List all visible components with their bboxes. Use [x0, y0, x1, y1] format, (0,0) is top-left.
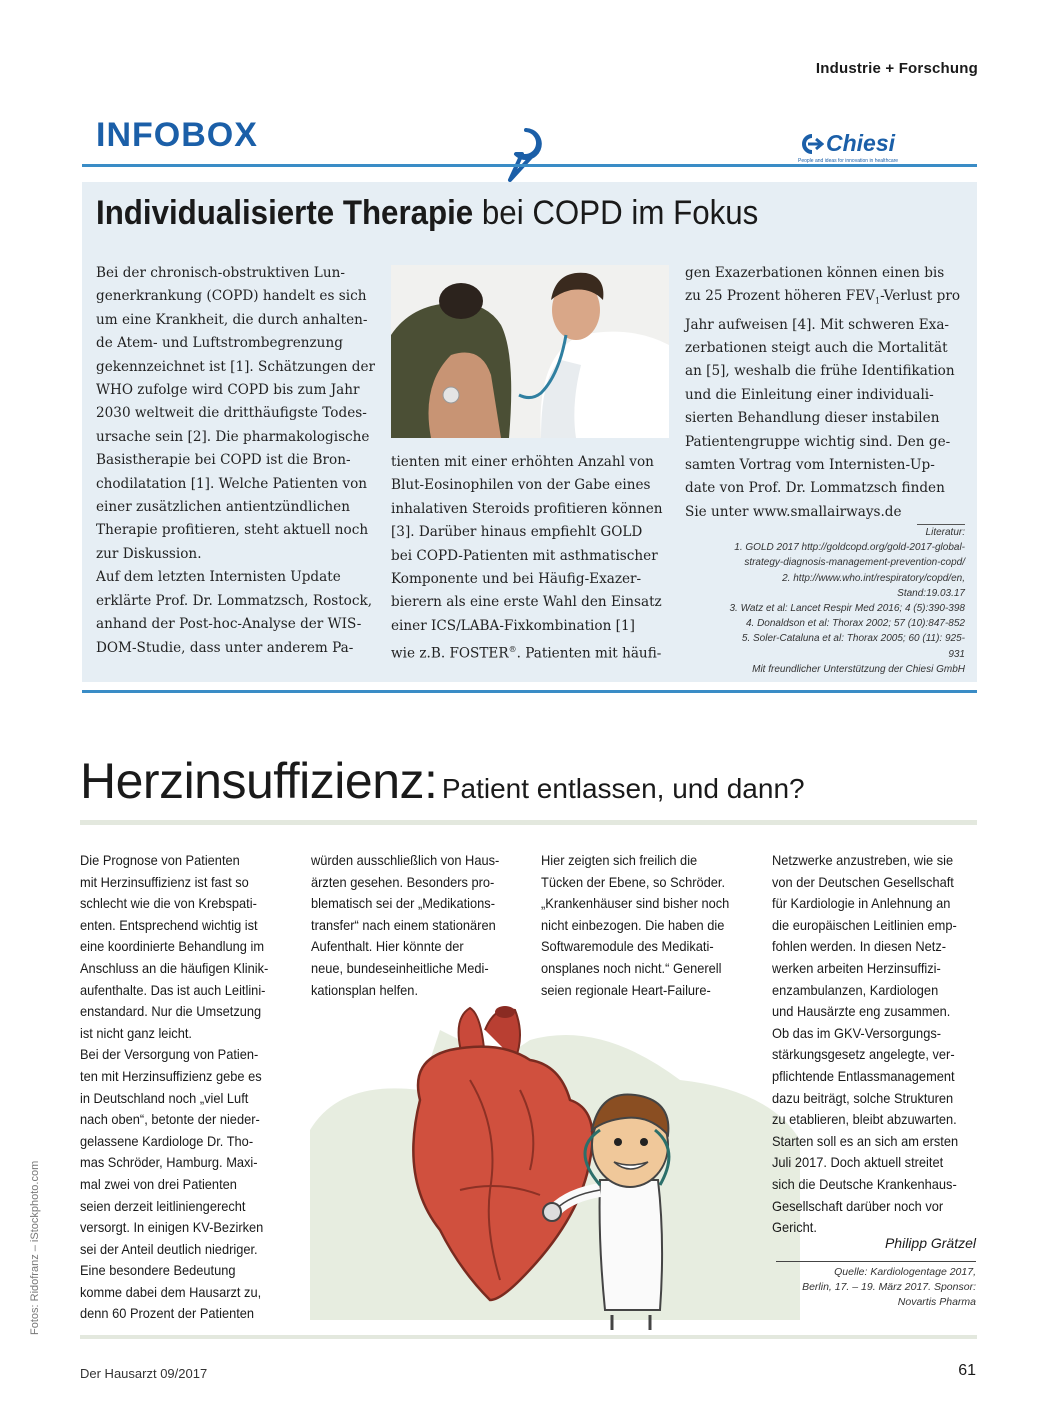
text-line: einer ICS/LABA-Fixkombination [1] [391, 617, 635, 634]
text-line: kationsplan helfen. [311, 982, 419, 998]
text-line: 3. Watz et al: Lancet Respir Med 2016; 4 (5):390-398 [729, 603, 965, 615]
text-line: inhalativen Steroids profitieren können [391, 500, 663, 517]
text-line: Auf dem letzten Internisten Update [96, 569, 341, 586]
infobox-headline [96, 194, 758, 233]
text-line: zu 25 Prozent höheren $FEV_1$-Verlust pro [685, 288, 961, 307]
text-line: Netzwerke anzustreben, wie sie [772, 853, 954, 868]
text-line: sierten Behandlung dieser instabilen [685, 410, 940, 427]
text-line: Gesellschaft darüber noch vor [772, 1198, 944, 1214]
article-title [80, 752, 805, 810]
text-line: tienten mit einer erhöhten Anzahl von [391, 454, 654, 470]
text-line: Softwaremodule des Medikati- [541, 939, 714, 955]
text-line: Literatur: [925, 527, 965, 538]
text-line: Stand:19.03.17 [897, 587, 965, 599]
text-line: Basistherapie bei COPD ist die Bron- [96, 452, 351, 469]
text-line: onsplanes noch nicht.“ Generell [541, 960, 722, 976]
text-line: komme dabei dem Hausarzt zu, [80, 1284, 262, 1300]
article-subtitle: Patient entlassen, und dann? [441, 773, 805, 804]
text-line: Patientengruppe wichtig sind. Den ge- [685, 433, 951, 450]
text-line: gen Exazerbationen können einen bis [685, 265, 945, 281]
text-line: pflichtende Entlassmanagement [772, 1068, 955, 1084]
section-label: Industrie + Forschung [815, 60, 978, 77]
text-line: enstandard. Nur die Umsetzung [80, 1004, 262, 1020]
text-line: bierern als eine erste Wahl den Einsatz [391, 594, 662, 611]
text-line: 1. GOLD 2017 http://goldcopd.org/gold-2017-global- [734, 542, 965, 554]
infobox-bottom-rule [82, 690, 977, 693]
lightning-bolt-icon [502, 126, 548, 184]
text-line: „Krankenhäuser sind bisher noch [541, 896, 730, 912]
doctor-patient-photo [391, 265, 669, 438]
text-line: erklärte Prof. Dr. Lommatzsch, Rostock, [96, 592, 373, 609]
text-line: sich die Deutsche Krankenhaus- [772, 1176, 957, 1192]
references [682, 524, 965, 677]
text-line: Bei der Versorgung von Patien- [80, 1047, 259, 1063]
text-line: und Hausärzte eng zusammen. [772, 1004, 951, 1020]
text-line: Novartis Pharma [897, 1296, 976, 1308]
article-bottom-rule [80, 1335, 977, 1339]
headline-bold: Individualisierte Therapie [96, 194, 474, 232]
text-line: nicht einbezogen. Die haben die [541, 917, 725, 933]
infobox-label: INFOBOX [96, 116, 258, 154]
article-column-4 [772, 850, 958, 1239]
text-line: würden ausschließlich von Haus- [311, 853, 500, 868]
text-line: wie z.B. FOSTER®. Patienten mit häufi- [391, 645, 662, 662]
chiesi-logo [798, 132, 918, 168]
text-line: in Deutschland noch „viel Luft [80, 1090, 249, 1106]
text-line: zu etablieren, bleibt abzuwarten. [772, 1112, 957, 1128]
text-line: fohlen werden. In diesen Netz- [772, 939, 947, 955]
infobox-top-rule [82, 164, 977, 167]
text-line: enzambulanzen, Kardiologen [772, 982, 939, 998]
text-line: zerbationen steigt auch die Mortalität [685, 339, 948, 356]
text-line: anhand der Post-hoc-Analyse der WIS- [96, 616, 362, 633]
headline-rest: bei COPD im Fokus [473, 194, 759, 232]
text-line: denn 60 Prozent der Patienten [80, 1306, 255, 1322]
article-author: Philipp Grätzel [884, 1235, 976, 1251]
heart-doctor-illustration [300, 990, 800, 1335]
text-line: 2030 weltweit die dritthäufigste Todes- [96, 405, 367, 422]
text-line: schlecht wie die von Krebspati- [80, 896, 257, 912]
photo-credit: Fotos: Ridofranz – iStockphoto.com [29, 1160, 41, 1335]
article-column-2 [311, 850, 499, 1001]
text-line: Die Prognose von Patienten [80, 853, 240, 868]
text-line: Eine besondere Bedeutung [80, 1263, 236, 1279]
text-line: Anschluss an die häufigen Klinik- [80, 960, 269, 976]
article-column-1 [80, 850, 268, 1325]
photo-illustration [391, 265, 669, 438]
text-line: mit Herzinsuffizienz ist fast so [80, 874, 249, 890]
text-line: Berlin, 17. – 19. März 2017. Sponsor: [802, 1281, 976, 1293]
text-line: für Kardiologie in Anlehnung an [772, 896, 951, 912]
page-number: 61 [958, 1362, 976, 1379]
text-line: eine koordinierte Behandlung im [80, 939, 265, 955]
text-line: gelassene Kardiologe Dr. Tho- [80, 1133, 254, 1149]
footer-publication: Der Hausarzt 09/2017 [80, 1366, 208, 1381]
text-line: Aufenthalt. Hier könnte der [311, 939, 464, 955]
article-title-rule [80, 820, 977, 825]
article-source [776, 1261, 976, 1310]
text-line: chodilatation [1]. Welche Patienten von [96, 475, 368, 492]
text-line: ursache sein [2]. Die pharmakologische [96, 428, 370, 445]
text-line: Gericht. [772, 1220, 817, 1236]
text-line: Juli 2017. Doch aktuell streitet [772, 1155, 944, 1171]
text-line: 2. http://www.who.int/respiratory/copd/en, [782, 572, 965, 584]
text-line: 5. Soler-Cataluna et al: Thorax 2005; 60 (11): 925- [741, 633, 965, 645]
text-line: [3]. Darüber hinaus empfiehlt GOLD [391, 524, 643, 541]
text-line: bei COPD-Patienten mit asthmatischer [391, 547, 658, 564]
text-line: ist nicht ganz leicht. [80, 1025, 192, 1041]
text-line: seien regionale Heart-Failure- [541, 982, 711, 998]
text-line: 931 [948, 648, 965, 660]
text-line: mal zwei von drei Patienten [80, 1176, 237, 1192]
text-line: Starten soll es an sich am ersten [772, 1133, 959, 1149]
infobox-column-1 [96, 262, 375, 660]
text-line: generkrankung (COPD) handelt es sich [96, 288, 367, 305]
text-line: neue, bundeseinheitliche Medi- [311, 960, 489, 976]
text-line: Quelle: Kardiologentage 2017, [834, 1266, 976, 1278]
chiesi-logo-icon [798, 134, 824, 154]
text-line: die europäischen Leitlinien emp- [772, 917, 957, 933]
logo-tagline: People and ideas for innovation in healthcare [798, 158, 899, 164]
text-line: ten mit Herzinsuffizienz gebe es [80, 1068, 262, 1084]
infobox-column-2 [391, 451, 663, 666]
text-line: samten Vortrag vom Internisten-Up- [685, 456, 935, 473]
text-line: enten. Entsprechend wichtig ist [80, 917, 258, 933]
text-line: um eine Krankheit, die durch anhalten- [96, 311, 368, 328]
text-line: DOM-Studie, dass unter anderem Pa- [96, 639, 354, 656]
text-line: Therapie profitieren, steht aktuell noch [96, 522, 369, 539]
text-line: ärzten gesehen. Besonders pro- [311, 874, 495, 890]
text-line: de Atem- und Luftstrombegrenzung [96, 335, 343, 352]
text-line: versorgt. In einigen KV-Bezirken [80, 1220, 264, 1236]
text-line: WHO zufolge wird COPD bis zum Jahr [96, 382, 360, 399]
text-line: von der Deutschen Gesellschaft [772, 874, 954, 890]
article-column-3 [541, 850, 729, 1001]
text-line: aufenthalte. Das ist auch Leitlini- [80, 982, 266, 998]
text-line: transfer“ nach einem stationären [311, 917, 496, 933]
article-title-main: Herzinsuffizienz: [80, 753, 438, 809]
text-line: strategy-diagnosis-management-prevention-copd/ [744, 557, 965, 569]
text-line: sei der Anteil deutlich niedriger. [80, 1241, 258, 1257]
text-line: gekennzeichnet ist [1]. Schätzungen der [96, 358, 376, 375]
text-line: Tücken der Ebene, so Schröder. [541, 874, 726, 890]
text-line: Komponente und bei Häufig-Exazer- [391, 571, 642, 588]
text-line: und die Einleitung einer individuali- [685, 386, 934, 403]
logo-name: Chiesi [826, 130, 896, 156]
text-line: nach oben“, betonte der nieder- [80, 1112, 260, 1128]
text-line: 4. Donaldson et al: Thorax 2002; 57 (10):847-852 [745, 618, 965, 630]
text-line: Ob das im GKV-Versorgungs- [772, 1025, 942, 1041]
text-line: Bei der chronisch-obstruktiven Lun- [96, 265, 345, 281]
text-line: date von Prof. Dr. Lommatzsch finden [685, 480, 945, 497]
text-line: Jahr aufweisen [4]. Mit schweren Exa- [685, 316, 950, 333]
text-line: zur Diskussion. [96, 545, 202, 562]
infobox-column-3 [685, 262, 960, 524]
text-line: Mit freundlicher Unterstützung der Chiesi GmbH [752, 663, 965, 675]
text-line: dazu beiträgt, solche Strukturen [772, 1090, 954, 1106]
text-line: seien derzeit leitliniengerecht [80, 1198, 246, 1214]
text-line: einer zusätzlichen antientzündlichen [96, 499, 350, 516]
text-line: an [5], weshalb die frühe Identifikation [685, 363, 955, 380]
text-line: Sie unter www.smallairways.de [685, 503, 902, 520]
text-line: Hier zeigten sich freilich die [541, 853, 698, 868]
text-line: stärkungsgesetz angelegte, ver- [772, 1047, 955, 1063]
references-rule [917, 524, 965, 525]
text-line: Blut-Eosinophilen von der Gabe eines [391, 477, 651, 494]
text-line: mas Schröder, Hamburg. Maxi- [80, 1155, 258, 1171]
text-line: werken arbeiten Herzinsuffizi- [772, 960, 941, 976]
text-line: blematisch sei der „Medikations- [311, 896, 495, 912]
